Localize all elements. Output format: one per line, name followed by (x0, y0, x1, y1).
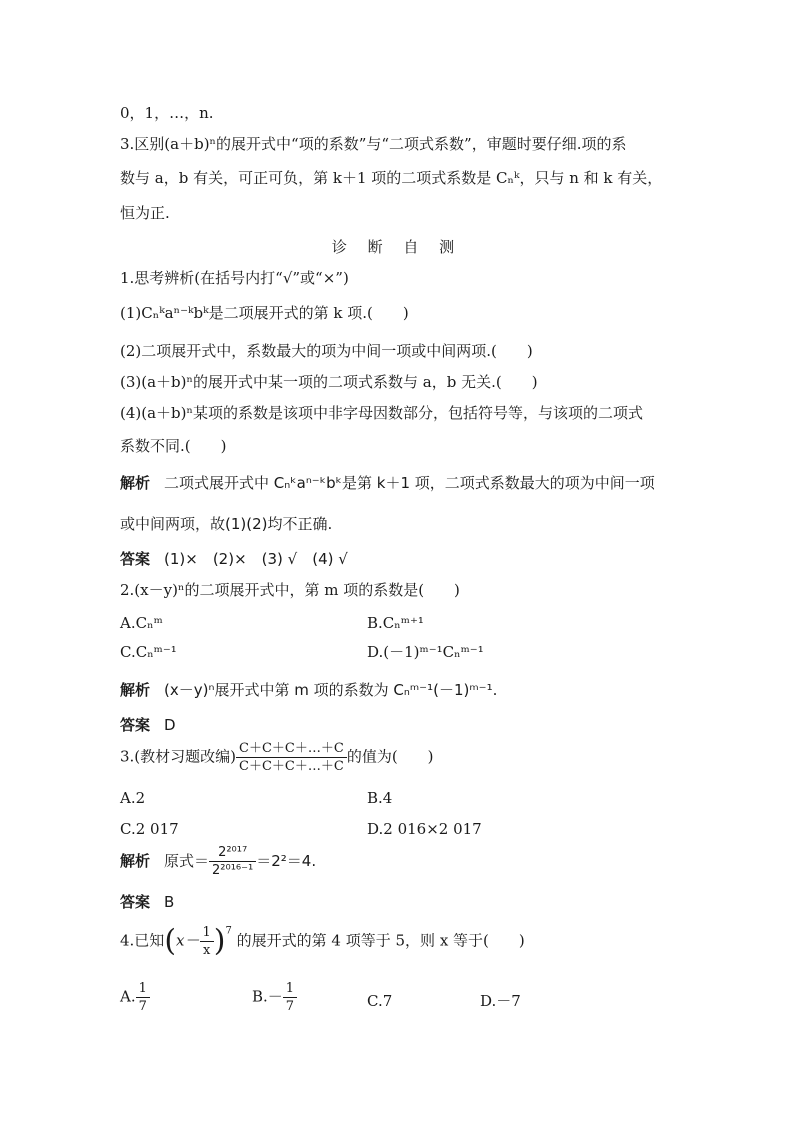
option-d: D.(－1)ᵐ⁻¹Cₙᵐ⁻¹ (367, 643, 484, 661)
question-4-suffix: 的展开式的第 4 项等于 5，则 x 等于( ) (236, 931, 525, 950)
question-3 (120, 742, 434, 773)
option-d: D.－7 (480, 992, 521, 1010)
answer-3 (120, 895, 174, 910)
answer-2 (120, 718, 176, 733)
option-d: D.2 016×2 017 (367, 820, 482, 838)
fraction-numerator: 1 (136, 982, 150, 998)
solution-prefix: 原式＝ (164, 852, 210, 870)
text-line: 3.区别(a＋b)ⁿ的展开式中“项的系数”与“二项式系数”，审题时要仔细.项的系 (120, 135, 627, 153)
question-3-suffix: 的值为( ) (346, 747, 434, 766)
right-paren: ) (213, 923, 226, 959)
question-3-fraction (236, 742, 347, 773)
fraction-denominator: 7 (138, 999, 147, 1014)
section-title: 诊 断 自 测 (331, 238, 463, 256)
exponent: 7 (225, 925, 232, 937)
option-a: A.Cₙᵐ (120, 614, 163, 632)
question-1-item-3: (3)(a＋b)ⁿ的展开式中某一项的二项式系数与 a，b 无关.( ) (120, 373, 538, 391)
answer-label: 答案 (120, 893, 151, 911)
solution-label: 解析 (120, 474, 151, 492)
answer-text: (1)× (2)× (3) √ (4) √ (164, 550, 348, 568)
solution-text: (x－y)ⁿ展开式中第 m 项的系数为 Cₙᵐ⁻¹(－1)ᵐ⁻¹. (164, 681, 498, 699)
text-line: 数与 a，b 有关，可正可负，第 k＋1 项的二项式系数是 Cₙᵏ，只与 n 和 k 有关， (120, 169, 663, 187)
question-2: 2.(x－y)ⁿ的二项展开式中，第 m 项的系数是( ) (120, 581, 460, 599)
expr-x: x－ (176, 931, 200, 950)
question-4 (120, 923, 525, 959)
answer-text: D (164, 716, 176, 734)
option-a-fraction (136, 982, 150, 1013)
text-line: 0，1，…，n. (120, 104, 214, 122)
question-1: 1.思考辨析(在括号内打“√”或“×”) (120, 269, 349, 287)
option-b (252, 982, 297, 1013)
question-1-item-1: (1)Cₙᵏaⁿ⁻ᵏbᵏ是二项展开式的第 k 项.( ) (120, 304, 409, 322)
solution-text: 二项式展开式中 Cₙᵏaⁿ⁻ᵏbᵏ是第 k＋1 项，二项式系数最大的项为中间一项 (164, 474, 655, 492)
option-a: A.2 (120, 789, 146, 807)
fraction-denominator: x (202, 943, 211, 958)
answer-label: 答案 (120, 716, 151, 734)
question-1-item-4-cont: 系数不同.( ) (120, 437, 227, 455)
option-a (120, 982, 150, 1013)
option-b: B.Cₙᵐ⁺¹ (367, 614, 424, 632)
question-4-prefix: 4.已知 (120, 931, 165, 950)
solution-label: 解析 (120, 681, 151, 699)
left-paren: ( (164, 923, 177, 959)
fraction-numerator: 1 (200, 926, 214, 942)
solution-1-cont: 或中间两项，故(1)(2)均不正确. (120, 515, 333, 533)
option-a-prefix: A. (120, 987, 136, 1006)
answer-1 (120, 552, 348, 567)
text-line: 恒为正. (120, 204, 170, 222)
question-1-item-2: (2)二项展开式中，系数最大的项为中间一项或中间两项.( ) (120, 342, 533, 360)
solution-2 (120, 683, 497, 698)
option-b-fraction (283, 982, 297, 1013)
solution-label: 解析 (120, 852, 151, 870)
option-c: C.Cₙᵐ⁻¹ (120, 643, 177, 661)
fraction-denominator: 2²⁰¹⁶⁻¹ (212, 863, 254, 878)
question-4-fraction (200, 926, 214, 957)
option-c: C.7 (367, 992, 393, 1010)
option-b-prefix: B.－ (252, 987, 283, 1006)
answer-label: 答案 (120, 550, 151, 568)
solution-3 (120, 846, 316, 877)
solution-3-fraction (209, 846, 256, 877)
fraction-denominator: C＋C＋C＋…＋C (239, 759, 344, 774)
question-3-prefix: 3.(教材习题改编) (120, 747, 237, 766)
solution-1 (120, 476, 655, 491)
option-b: B.4 (367, 789, 393, 807)
fraction-numerator: C＋C＋C＋…＋C (236, 742, 347, 758)
fraction-numerator: 1 (283, 982, 297, 998)
fraction-numerator: 2²⁰¹⁷ (209, 846, 256, 862)
fraction-denominator: 7 (285, 999, 295, 1014)
option-c: C.2 017 (120, 820, 179, 838)
question-1-item-4: (4)(a＋b)ⁿ某项的系数是该项中非字母因数部分，包括符号等，与该项的二项式 (120, 404, 643, 422)
answer-text: B (164, 893, 175, 911)
solution-suffix: ＝2²＝4. (256, 852, 317, 870)
